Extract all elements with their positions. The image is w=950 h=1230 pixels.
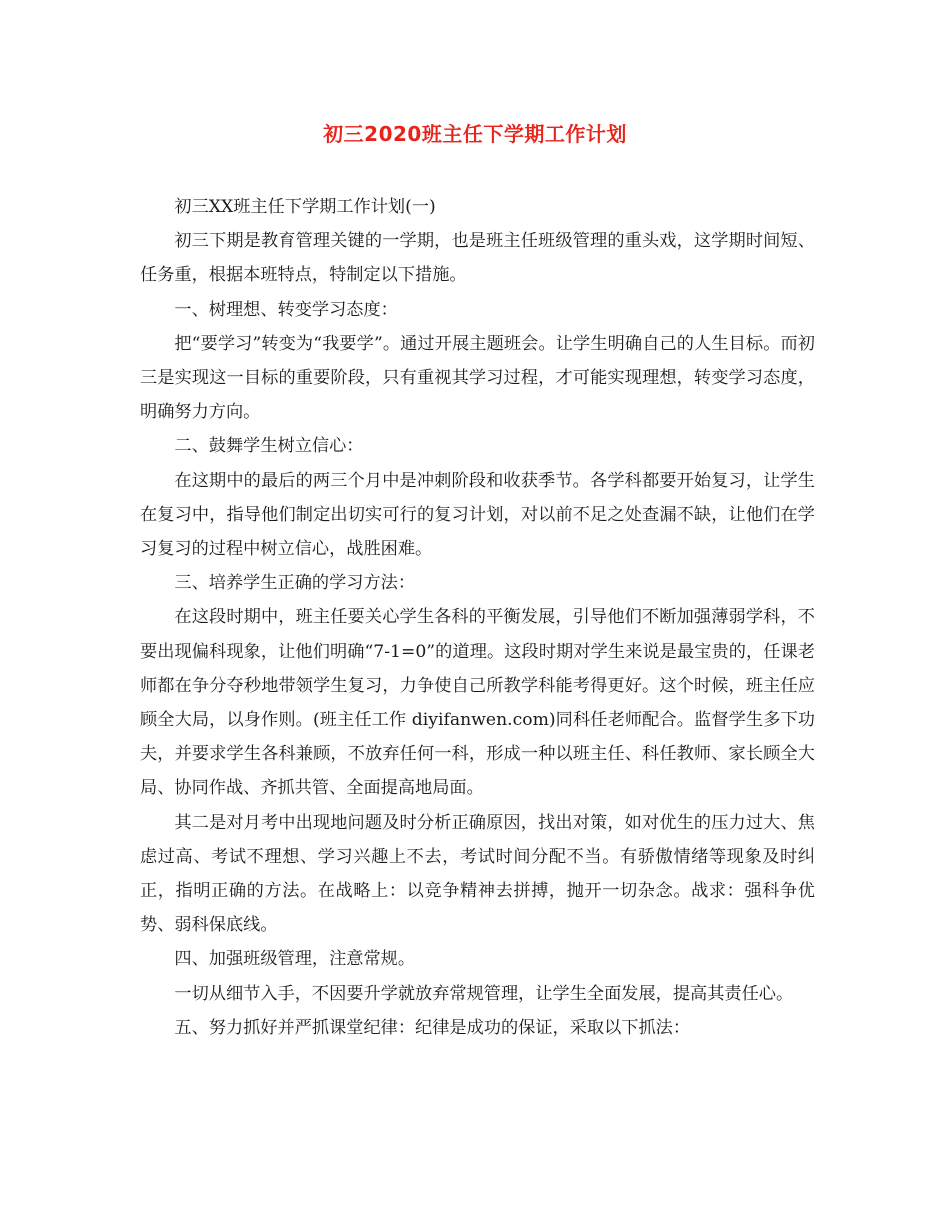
section-heading-4: 四、加强班级管理，注意常规。: [174, 949, 416, 970]
paragraph-section-4: 一切从细节入手，不因要升学就放弃常规管理，让学生全面发展，提高其责任心。: [174, 983, 794, 1004]
document-body: [140, 190, 815, 1045]
paragraph-section-3b: 其二是对月考中出现地问题及时分析正确原因，找出对策，如对优生的压力过大、焦虑过高、考试不理想、学习兴趣上不去，考试时间分配不当。有骄傲情绪等现象及时纠正，指明正确的方法。在战略上：以竞争精神去拼搏，抛开一切杂念。战求：强科争优势、弱科保底线。: [140, 812, 815, 936]
paragraph-intro: 初三下期是教育管理关键的一学期，也是班主任班级管理的重头戏，这学期时间短、任务重，根据本班特点，特制定以下措施。: [140, 231, 815, 286]
paragraph-section-2: 在这期中的最后的两三个月中是冲刺阶段和收获季节。各学科都要开始复习，让学生在复习中，指导他们制定出切实可行的复习计划，对以前不足之处查漏不缺，让他们在学习复习的过程中树立信心，战胜困难。: [140, 470, 815, 560]
section-heading-1: 一、树理想、转变学习态度：: [174, 299, 398, 320]
paragraph-section-1: 把“要学习”转变为“我要学”。通过开展主题班会。让学生明确自己的人生目标。而初三是实现这一目标的重要阶段，只有重视其学习过程，才可能实现理想，转变学习态度，明确努力方向。: [140, 333, 815, 423]
paragraph-section-3: 在这段时期中，班主任要关心学生各科的平衡发展，引导他们不断加强薄弱学科，不要出现偏科现象，让他们明确“7-1=0”的道理。这段时期对学生来说是最宝贵的，任课老师都在争分夺秒地带领学生复习，力争使自己所教学科能考得更好。这个时候，班主任应顾全大局，以身作则。(班主任工作 diyifanwen.com)同科任老师配合。监督学生多下功夫，并要求学生各科兼顾，不放弃任何一科，形成一种以班主任、科任教师、家长顾全大局、协同作战、齐抓共管、全面提高地局面。: [140, 607, 815, 799]
section-heading-2: 二、鼓舞学生树立信心：: [174, 436, 364, 457]
section-heading-3: 三、培养学生正确的学习方法：: [174, 573, 416, 594]
document-title: 初三2020班主任下学期工作计划: [323, 122, 627, 146]
section-heading-5: 五、努力抓好并严抓课堂纪律：纪律是成功的保证，采取以下抓法：: [174, 1017, 691, 1038]
paragraph-subtitle: 初三XX班主任下学期工作计划(一): [174, 197, 436, 217]
